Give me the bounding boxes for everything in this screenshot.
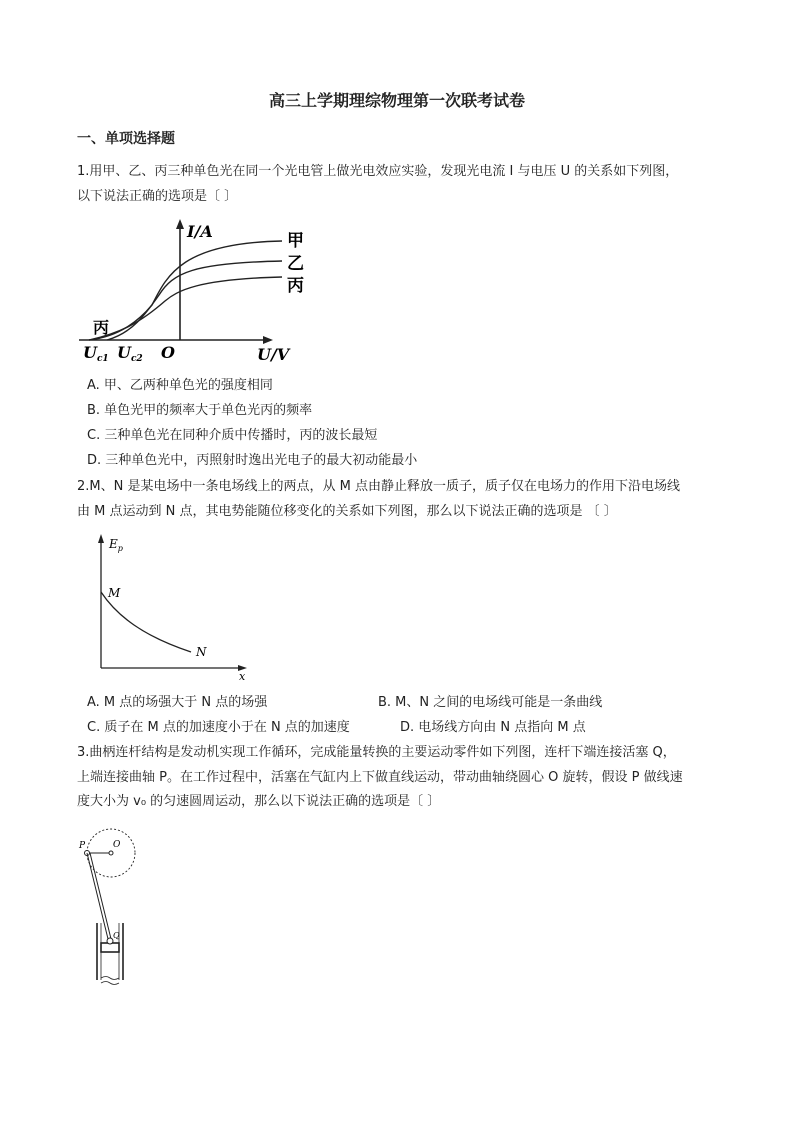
question-2-option-c: C. 质子在 M 点的加速度小于在 N 点的加速度	[87, 720, 350, 735]
crank-mechanism-figure	[75, 828, 165, 993]
page-title: 高三上学期理综物理第一次联考试卷	[268, 91, 525, 110]
question-3-stem-line3: 度大小为 v₀ 的匀速圆周运动，那么以下说法正确的选项是〔 〕	[77, 794, 441, 809]
question-3-stem	[77, 741, 727, 815]
uc1-label: Uc1	[83, 343, 109, 364]
point-p-label: P	[79, 841, 86, 851]
question-2-stem	[77, 475, 727, 524]
point-n-label: N	[196, 645, 207, 659]
section-heading: 一、单项选择题	[77, 131, 175, 147]
x-axis-arrow	[263, 336, 273, 344]
question-3-stem-line1: 3.曲柄连杆结构是发动机实现工作循环，完成能量转换的主要运动零件如下列图，连杆下端连接活塞 Q，	[77, 745, 676, 760]
connecting-rod	[87, 853, 109, 943]
x-axis-label: U/V	[257, 345, 290, 364]
question-2-option-d: D. 电场线方向由 N 点指向 M 点	[400, 720, 586, 735]
question-3-stem-line2: 上端连接曲轴 P。在工作过程中，活塞在气缸内上下做直线运动，带动曲轴绕圆心 O 旋转，假设 P 做线速	[77, 769, 683, 785]
y-axis-label: I/A	[187, 222, 213, 241]
curve-label-bing: 丙	[287, 276, 304, 296]
point-q-label: Q	[113, 931, 120, 940]
question-1-stem-line1: 1.用甲、乙、丙三种单色光在同一个光电管上做光电效应实验，发现光电流 I 与电压 U 的关系如下列图，	[77, 164, 679, 179]
question-1-stem	[77, 160, 727, 209]
question-1-option-b: B. 单色光甲的频率大于单色光丙的频率	[87, 403, 313, 418]
origin-label: O	[161, 343, 175, 362]
y-axis-label: $E_p$	[109, 537, 123, 553]
photoelectric-iv-figure	[77, 215, 317, 370]
potential-energy-curve	[101, 592, 191, 652]
curve-label-yi: 乙	[287, 254, 304, 274]
point-m-label: M	[108, 586, 121, 600]
point-o-label: O	[113, 840, 121, 850]
question-2-stem-line2: 由 M 点运动到 N 点，其电势能随位移变化的关系如下列图，那么以下说法正确的选项是 〔 〕	[77, 503, 617, 519]
curve-bing	[89, 277, 282, 340]
question-2-option-a: A. M 点的场强大于 N 点的场强	[87, 695, 268, 710]
potential-energy-figure	[95, 530, 255, 680]
point-o	[109, 851, 113, 855]
question-1-option-c: C. 三种单色光在同种介质中传播时，丙的波长最短	[87, 428, 378, 443]
curve-low-label-bing: 丙	[93, 318, 110, 337]
x-axis-label: x	[239, 670, 246, 680]
cylinder-break-mark	[101, 977, 119, 980]
question-1-option-d: D. 三种单色光中，丙照射时逸出光电子的最大初动能最小	[87, 453, 418, 468]
question-1-stem-line2: 以下说法正确的选项是〔 〕	[77, 188, 238, 204]
question-2-stem-line1: 2.M、N 是某电场中一条电场线上的两点，从 M 点由静止释放一质子，质子仅在电场力的作用下沿电场线	[77, 479, 680, 494]
y-axis-arrow	[98, 534, 104, 543]
curve-jia	[89, 241, 282, 340]
uc2-label: Uc2	[117, 343, 143, 364]
curve-label-jia: 甲	[287, 231, 304, 251]
y-axis-arrow	[176, 219, 184, 229]
question-2-option-b: B. M、N 之间的电场线可能是一条曲线	[378, 695, 603, 710]
curve-yi	[107, 261, 282, 340]
cylinder-break-mark-2	[101, 982, 119, 985]
question-1-option-a: A. 甲、乙两种单色光的强度相同	[87, 378, 273, 393]
